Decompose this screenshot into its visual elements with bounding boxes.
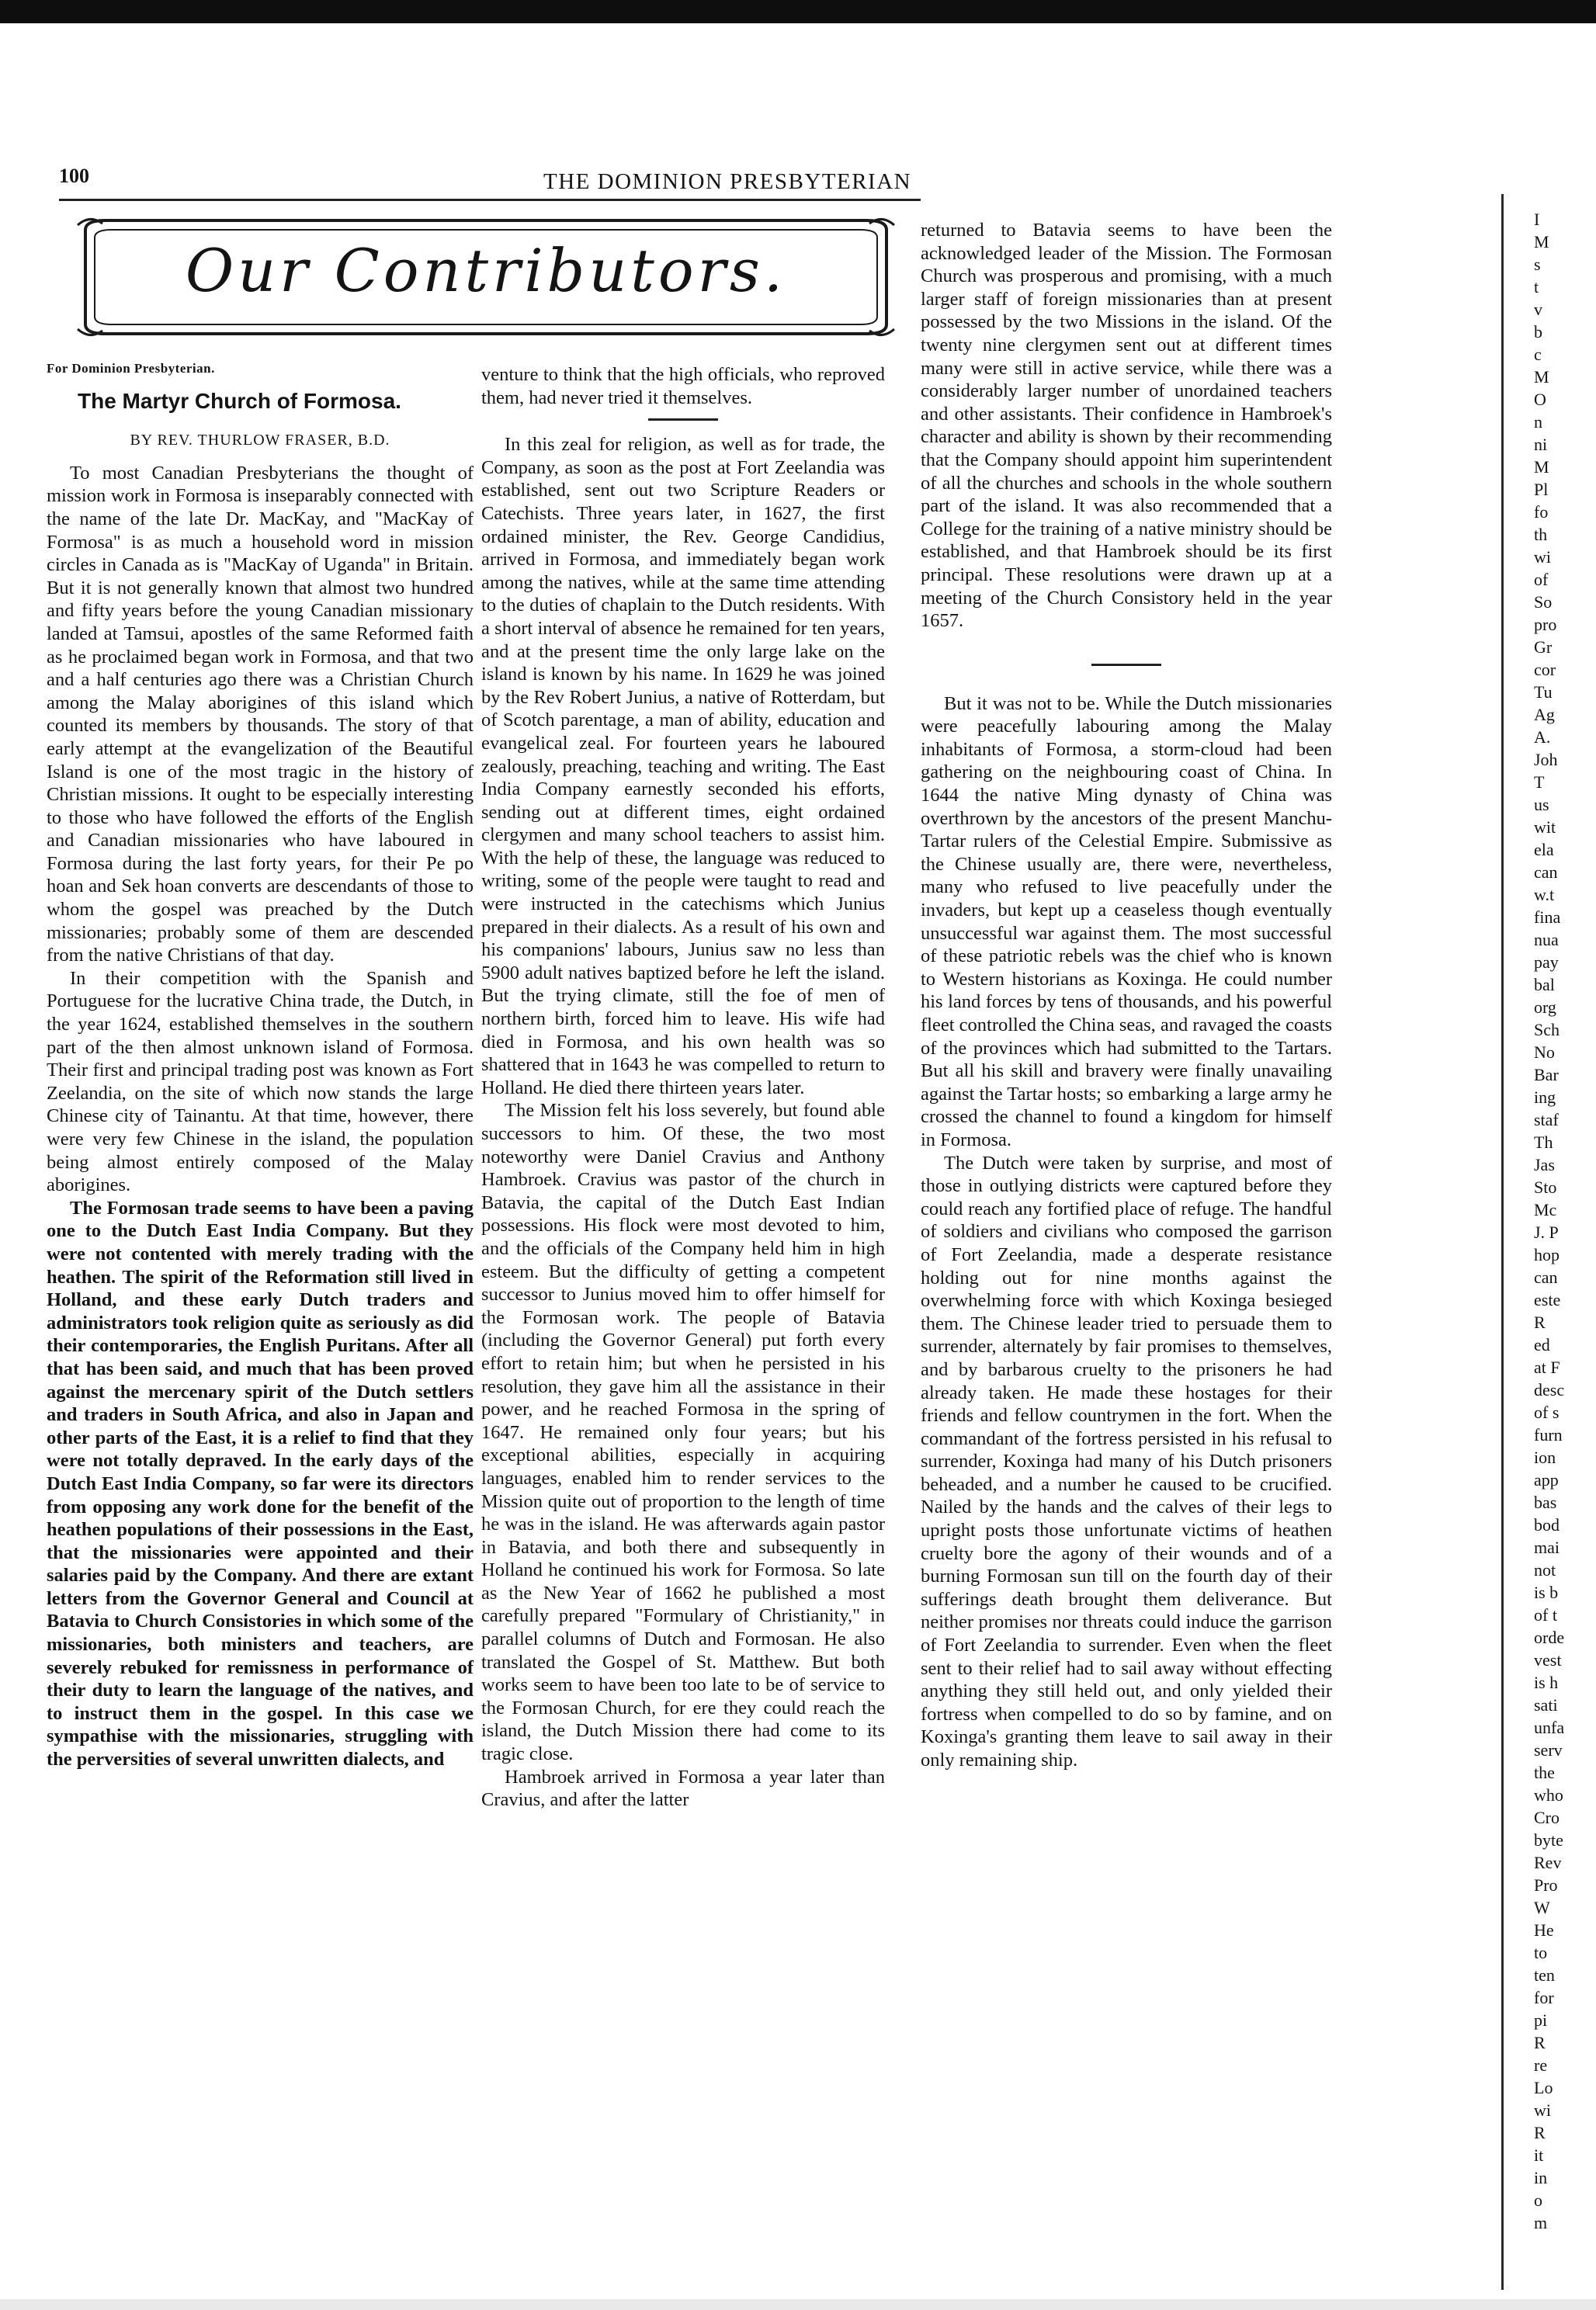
margin-fragment: v — [1534, 300, 1542, 319]
margin-fragment: vest — [1534, 1650, 1562, 1670]
margin-fragment: Cro — [1534, 1808, 1560, 1827]
text-column-1 — [47, 357, 474, 1771]
margin-fragment: desc — [1534, 1380, 1565, 1400]
margin-fragment: ion — [1534, 1448, 1556, 1467]
margin-fragment: Lo — [1534, 2078, 1553, 2097]
banner-title: Our Contributors. — [185, 236, 787, 305]
section-divider — [1091, 664, 1161, 666]
margin-fragment: serv — [1534, 1740, 1563, 1760]
margin-fragment: pi — [1534, 2010, 1548, 2030]
margin-fragment: cor — [1534, 660, 1556, 679]
scan-top-edge — [0, 0, 1596, 23]
paragraph: Hambroek arrived in Formosa a year later than Cravius, and after the latter — [481, 1766, 885, 1811]
margin-fragment: n — [1534, 412, 1542, 432]
article-author: BY REV. THURLOW FRASER, B.D. — [130, 432, 390, 449]
margin-fragment: fo — [1534, 502, 1549, 522]
section-banner — [75, 214, 897, 340]
margin-fragment: ing — [1534, 1087, 1556, 1107]
margin-fragment: b — [1534, 322, 1542, 342]
margin-fragment: R — [1534, 2123, 1546, 2142]
margin-fragment: Mc — [1534, 1200, 1557, 1219]
page-gutter-line — [1501, 194, 1504, 2290]
margin-fragment: Sch — [1534, 1020, 1560, 1039]
margin-fragment: org — [1534, 997, 1556, 1017]
article-title: The Martyr Church of Formosa. — [78, 388, 401, 413]
margin-fragment: So — [1534, 592, 1553, 612]
margin-fragment: He — [1534, 1920, 1554, 1940]
margin-fragment: the — [1534, 1763, 1555, 1782]
margin-fragment: pro — [1534, 615, 1557, 634]
margin-fragment: re — [1534, 2055, 1548, 2075]
paragraph: In their competition with the Spanish and Portuguese for the lucrative China trade, the Dutch, in the year 1624, established themselves in the southern part of the then almost unknown island of Formosa. Their first and principal trading post was known as Fort Zeelandia, on the site of which now stands the large Chinese city of Tainantu. At that time, however, there were very few Chinese in the island, the population being almost entirely composed of the Malay aborigines. — [47, 967, 474, 1196]
margin-fragment: th — [1534, 525, 1548, 544]
margin-fragment: wi — [1534, 547, 1551, 567]
margin-fragment: at F — [1534, 1358, 1560, 1377]
margin-fragment: ten — [1534, 1965, 1555, 1985]
paragraph: In this zeal for religion, as well as for trade, the Company, as soon as the post at Fort Zeelandia was established, sent out two Scripture Readers or Catechists. Three years later, in 1627, the first ordained minister, the Rev. George Candidius, arrived in Formosa, and immediately began work among the natives, while at the same time attending to the duties of chaplain to the Dutch residents. With a short interval of absence he remained for ten years, and at the present time the only large lake on the island is known by his name. In 1629 he was joined by the Rev Robert Junius, a native of Rotterdam, but of Scotch parentage, a man of ability, education and evangelical zeal. For fourteen years he laboured zealously, preaching, teaching and writing. The East India Company earnestly seconded his efforts, sending out at different times, eight ordained clergymen and many school teachers to assist him. With the help of these, the language was reduced to writing, some of the people were taught to read and were instructed in the catechisms which Junius prepared in their dialects. As a result of his own and his companions' labours, Junius saw no less than 5900 adult natives baptized before he left the island. But the trying climate, still the foe of men of northern birth, forced him to leave. His wife had died in Formosa, and his own health was so shattered that in 1643 he was compelled to return to Holland. He died there thirteen years later. — [481, 434, 885, 1098]
adjacent-page-fragments — [1511, 210, 1596, 2267]
margin-fragment: s — [1534, 255, 1541, 274]
margin-fragment: M — [1534, 457, 1549, 477]
margin-fragment: R — [1534, 2033, 1546, 2052]
paragraph-continued: venture to think that the high officials, who reproved them, had never tried it themselves. — [481, 364, 885, 408]
margin-fragment: of t — [1534, 1605, 1557, 1625]
margin-fragment: Sto — [1534, 1178, 1557, 1197]
margin-fragment: staf — [1534, 1110, 1559, 1129]
margin-fragment: bal — [1534, 975, 1555, 994]
margin-fragment: A. — [1534, 727, 1551, 747]
paragraph: The Formosan trade seems to have been a paving one to the Dutch East India Company. But they were not contented with merely trading with the heathen. The spirit of the Reformation still lived in Holland, and these early Dutch traders and administrators took religion quite as seriously as did their contemporaries, the English Puritans. After all that has been said, and much that has been proved against the mercenary spirit of the Dutch settlers and traders in South Africa, and also in Japan and other parts of the East, it is a relief to find that they were not totally depraved. In the early days of the Dutch East India Company, so far were its directors from opposing any work done for the benefit of the heathen populations of their possessions in the East, that the missionaries were appointed and their salaries paid by the Company. And there are extant letters from the Governor General and Council at Batavia to Church Consistories in which some of the missionaries, both ministers and teachers, are severely rebuked for remissness in performance of their duty to learn the language of the natives, and to instruct them in the gospel. In this case we sympathise with the missionaries, struggling with the perversities of several unwritten dialects, and — [47, 1197, 474, 1771]
margin-fragment: not — [1534, 1560, 1556, 1580]
page-number: 100 — [59, 165, 89, 187]
margin-fragment: byte — [1534, 1830, 1563, 1850]
margin-fragment: W — [1534, 1898, 1550, 1917]
margin-fragment: O — [1534, 390, 1546, 409]
margin-fragment: is h — [1534, 1673, 1559, 1692]
margin-fragment: wit — [1534, 817, 1556, 837]
paragraph-continued: returned to Batavia seems to have been the acknowledged leader of the Mission. The Formosan Church was prosperous and promising, with a much larger staff of foreign missionaries than at present possessed by the two Missions in the island. Of the twenty nine clergymen sent out at different times many were still in active service, while there was a considerably larger number of unordained teachers and other assistants. Their confidence in Hambroek's character and ability is shown by their recommending that the Company should appoint him superintendent of all the churches and schools in the whole southern part of the island. It was also recommended that a College for the training of a native ministry should be established, and that Hambroek should be its first principal. These resolutions were drawn up at a meeting of the Church Consistory held in the year 1657. — [921, 220, 1332, 632]
margin-fragment: Bar — [1534, 1065, 1559, 1084]
margin-fragment: can — [1534, 862, 1558, 882]
margin-fragment: Pl — [1534, 480, 1549, 499]
margin-fragment: fina — [1534, 907, 1561, 927]
margin-fragment: M — [1534, 232, 1549, 251]
margin-fragment: app — [1534, 1470, 1559, 1490]
margin-fragment: pay — [1534, 952, 1559, 972]
margin-fragment: este — [1534, 1290, 1561, 1309]
margin-fragment: sati — [1534, 1695, 1558, 1715]
margin-fragment: bas — [1534, 1493, 1557, 1512]
margin-fragment: who — [1534, 1785, 1563, 1805]
margin-fragment: bod — [1534, 1515, 1560, 1535]
margin-fragment: Rev — [1534, 1853, 1562, 1872]
margin-fragment: Jas — [1534, 1155, 1555, 1174]
margin-fragment: Joh — [1534, 750, 1558, 769]
margin-fragment: Pro — [1534, 1875, 1558, 1895]
margin-fragment: ed — [1534, 1335, 1550, 1354]
margin-fragment: is b — [1534, 1583, 1559, 1602]
margin-fragment: o — [1534, 2190, 1542, 2210]
margin-fragment: Th — [1534, 1132, 1553, 1152]
paragraph: The Mission felt his loss severely, but found able successors to him. Of these, the two most noteworthy were Daniel Cravius and Anthony Hambroek. Cravius was pastor of the church in Batavia, the capital of the Dutch East Indian possessions. His flock were most devoted to him, and the officials of the Company held him in high esteem. But the difficulty of getting a competent successor to Junius moved him to offer himself for the Formosan work. The people of Batavia (including the Governor General) put forth every effort to retain him; but when he persisted in his resolution, they gave him all the assistance in their power, and he reached Formosa in the spring of 1647. He remained only four years; but his exceptional abilities, especially in acquiring languages, enabled him to render services to the Mission quite out of proportion to the length of time he was in the island. He was afterwards again pastor in Batavia, and both there and subsequently in Holland he continued his work for Formosa. So late as the New Year of 1662 he published a most carefully prepared "Formulary of Christianity," in parallel columns of Dutch and Formosan. He also translated the Gospel of St. Matthew. But both works seem to have been too late to be of service to the Formosan Church, for ere they could reach the island, the Dutch Mission there had come to its tragic close. — [481, 1100, 885, 1765]
text-column-3 — [921, 219, 1332, 1772]
margin-fragment: to — [1534, 1943, 1548, 1962]
margin-fragment: furn — [1534, 1425, 1563, 1445]
margin-fragment: Ag — [1534, 705, 1555, 724]
margin-fragment: M — [1534, 367, 1549, 387]
margin-fragment: m — [1534, 2213, 1548, 2232]
margin-fragment: of s — [1534, 1403, 1560, 1422]
margin-fragment: No — [1534, 1042, 1555, 1062]
source-line: For Dominion Presbyterian. — [47, 361, 215, 376]
margin-fragment: Gr — [1534, 637, 1553, 657]
paragraph: The Dutch were taken by surprise, and most of those in outlying districts were captured before they could reach any fortified place of refuge. The handful of soldiers and civilians who composed the garrison of Fort Zeelandia, made a desperate resistance holding out for nine months against the overwhelming force with which Koxinga besieged them. The Chinese leader tried to persuade them to surrender, alternately by fair promises to themselves, and by barbarous cruelty to the prisoners he had already taken. He made these hostages for their friends and fellow countrymen in the fort. When the commandant of the fortress persisted in his refusal to surrender, Koxinga had many of his Dutch prisoners beheaded, and a number he caused to be crucified. Nailed by the hands and the calves of their legs to upright posts those unfortunate victims of heathen cruelty bore the agony of their wounds and of a burning Formosan sun till on the fourth day of their sufferings death brought them deliverance. But neither promises nor threats could induce the garrison of Fort Zeelandia to surrender. Even when the fleet sent to their relief had to sail away without effecting anything they still held out, and only yielded their fortress when compelled to do so by famine, and on Koxinga's granting them leave to sail away in their only remaining ship. — [921, 1152, 1332, 1771]
margin-fragment: unfa — [1534, 1718, 1565, 1737]
margin-fragment: in — [1534, 2168, 1548, 2187]
paragraph: To most Canadian Presbyterians the thought of mission work in Formosa is inseparably connected with the name of the late Dr. MacKay, and "MacKay of Formosa" is as much a household word in mission circles in Canada as is "MacKay of Uganda" in Britain. But it is not generally known that almost two hundred and fifty years before the young Canadian missionary landed at Tamsui, apostles of the same Reformed faith as he proclaimed began work in Formosa, and that two and a half centuries ago there was a Christian Church among the Malay aborigines of this island which counted its members by thousands. The story of that early attempt at the evangelization of the Beautiful Island is one of the most tragic in the history of Christian missions. It ought to be especially interesting to those who have followed the efforts of the English and Canadian missionaries who have laboured in Formosa during the last forty years, for their Pe po hoan and Sek hoan converts are descendants of those to whom the gospel was preached by the Dutch missionaries; probably some of them are descended from the native Christians of that day. — [47, 462, 474, 966]
margin-fragment: c — [1534, 345, 1542, 364]
margin-fragment: of — [1534, 570, 1549, 589]
margin-fragment: Tu — [1534, 682, 1553, 702]
margin-fragment: J. P — [1534, 1223, 1559, 1242]
paragraph: But it was not to be. While the Dutch missionaries were peacefully labouring among the Malay inhabitants of Formosa, a storm-cloud had been gathering on the neighbouring coast of China. In 1644 the native Ming dynasty of China was overthrown by the ancestors of the present Manchu-Tartar rulers of the Celestial Empire. Submissive as the Chinese usually are, there were, nevertheless, many who refused to live peacefully under the invaders, but kept up a ceaseless though eventually unsuccessful war against them. The most successful of these patriotic rebels was the chief who is known to Western historians as Koxinga. He could number his land forces by tens of thousands, and his powerful fleet controlled the China seas, and ravaged the coasts of the provinces which had submitted to the Tartars. But all his skill and bravery were finally unavailing against the Tartar hosts; so embarking a large army he crossed the channel to found a kingdom for himself in Formosa. — [921, 692, 1332, 1150]
margin-fragment: ni — [1534, 435, 1548, 454]
margin-fragment: nua — [1534, 930, 1559, 949]
running-head: THE DOMINION PRESBYTERIAN — [543, 169, 912, 194]
margin-fragment: for — [1534, 1988, 1554, 2007]
margin-fragment: hop — [1534, 1245, 1560, 1264]
margin-fragment: ela — [1534, 840, 1554, 859]
scan-bottom-edge — [0, 2299, 1596, 2310]
margin-fragment: I — [1534, 210, 1540, 229]
section-divider — [648, 418, 718, 421]
margin-fragment: mai — [1534, 1538, 1560, 1557]
margin-fragment: can — [1534, 1268, 1558, 1287]
header-rule — [59, 199, 921, 201]
margin-fragment: it — [1534, 2145, 1544, 2165]
margin-fragment: wi — [1534, 2100, 1551, 2120]
margin-fragment: T — [1534, 772, 1545, 792]
margin-fragment: us — [1534, 795, 1549, 814]
margin-fragment: w.t — [1534, 885, 1555, 904]
margin-fragment: orde — [1534, 1628, 1565, 1647]
text-column-2 — [481, 363, 885, 1812]
margin-fragment: t — [1534, 277, 1539, 297]
margin-fragment: R — [1534, 1313, 1546, 1332]
